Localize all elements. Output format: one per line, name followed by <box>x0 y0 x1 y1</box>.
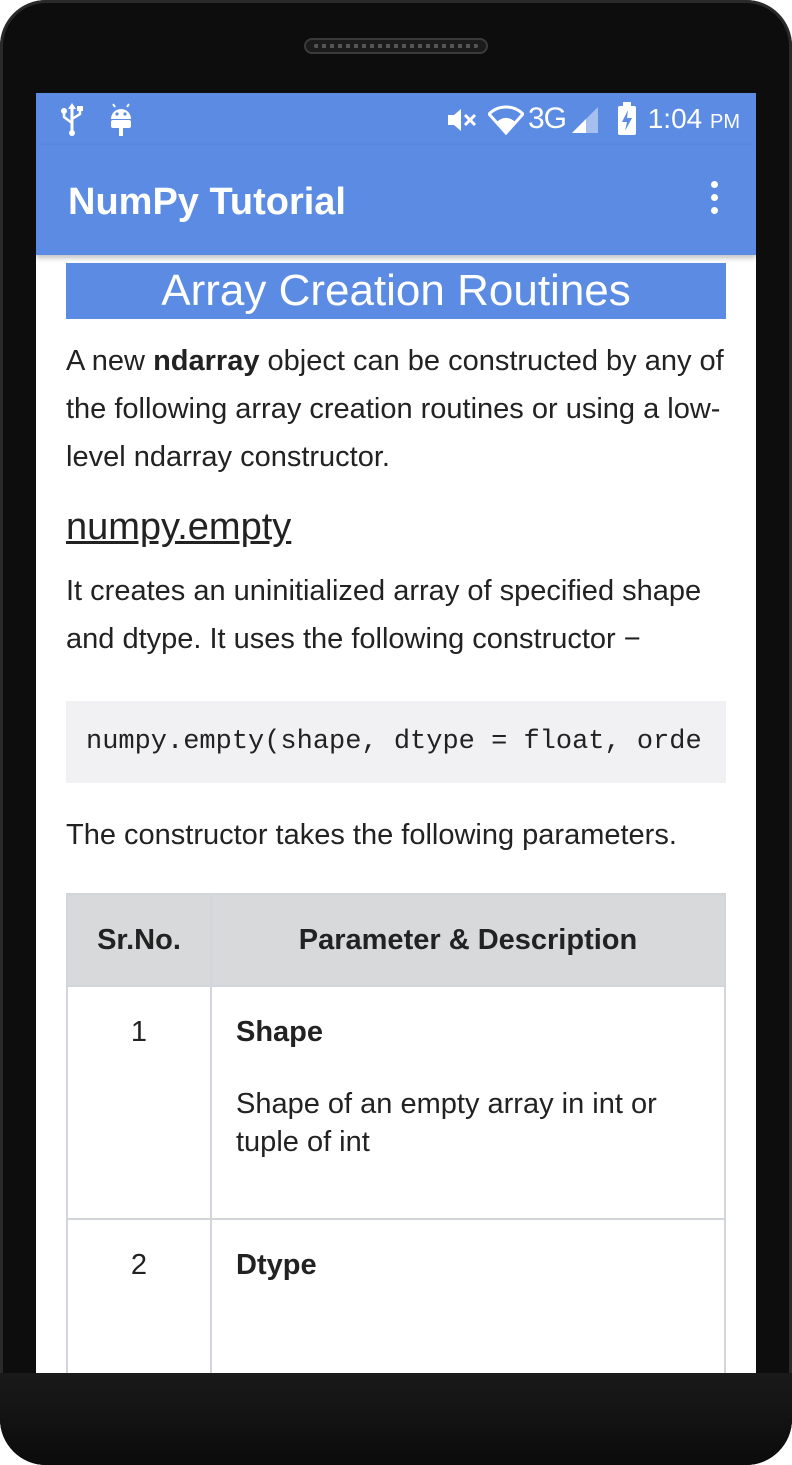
battery-charging-icon <box>616 102 638 141</box>
param-description: Shape of an empty array in int or tuple of int <box>236 1088 657 1158</box>
function-description: It creates an uninitialized array of specified shape and dtype. It uses the following constructor − <box>66 575 702 655</box>
row-number-cell: 2 <box>67 1219 211 1373</box>
more-vert-icon[interactable] <box>702 181 726 221</box>
parameters-table <box>66 893 726 1373</box>
header-sr-no: Sr.No. <box>67 894 211 986</box>
article-content <box>66 263 726 1373</box>
network-type-label: 3G <box>528 102 567 135</box>
usb-icon <box>58 103 86 142</box>
table-row <box>67 1219 725 1373</box>
ndarray-term: ndarray <box>153 345 260 377</box>
wifi-icon <box>488 105 524 140</box>
row-number-cell: 1 <box>67 986 211 1219</box>
params-intro: The constructor takes the following parameters. <box>66 819 677 851</box>
app-bar <box>36 145 756 255</box>
param-cell <box>211 1219 725 1373</box>
section-title: Array Creation Routines <box>66 263 726 319</box>
function-heading[interactable]: numpy.empty <box>66 506 292 548</box>
status-bar <box>36 93 756 145</box>
param-name: Dtype <box>236 1249 317 1281</box>
param-name: Shape <box>236 1016 324 1048</box>
phone-chin <box>0 1373 792 1465</box>
screen <box>36 93 756 1373</box>
signal-icon <box>570 105 600 140</box>
intro-paragraph: A new ndarray object can be constructed by any of the following array creation routines or using a low-level ndarray constructor. <box>66 345 724 473</box>
param-cell <box>211 986 725 1219</box>
app-title: NumPy Tutorial <box>68 181 346 223</box>
code-block[interactable]: numpy.empty(shape, dtype = float, orde <box>66 701 726 783</box>
android-icon <box>106 103 136 142</box>
mute-icon <box>446 106 478 139</box>
speaker-grille <box>304 38 488 54</box>
table-header-row <box>67 894 725 986</box>
table-row <box>67 986 725 1219</box>
param-description <box>236 1318 712 1373</box>
status-clock: 1:04 PM <box>647 103 740 134</box>
header-parameter-description: Parameter & Description <box>211 894 725 986</box>
